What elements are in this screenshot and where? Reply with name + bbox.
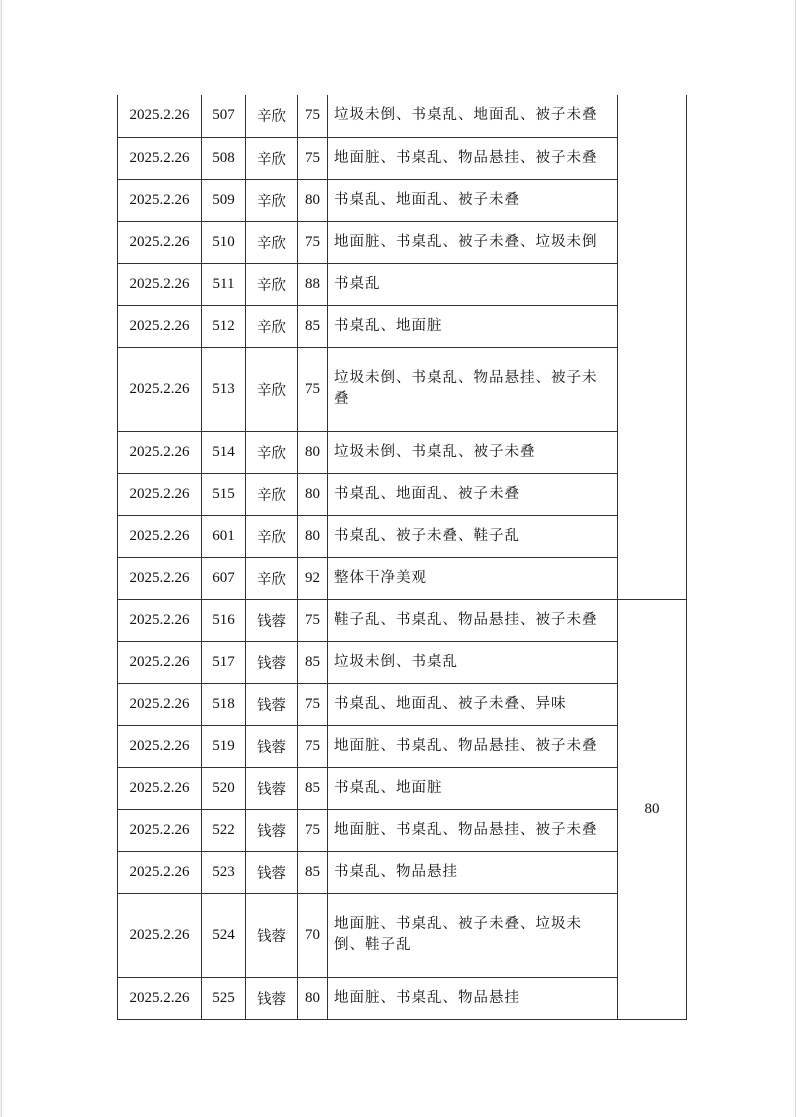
issues-cell: 书桌乱、地面脏 bbox=[328, 767, 618, 809]
table-body bbox=[118, 95, 687, 1019]
inspector-cell: 钱蓉 bbox=[246, 851, 298, 893]
date-cell: 2025.2.26 bbox=[118, 767, 202, 809]
issues-cell: 垃圾未倒、书桌乱、地面乱、被子未叠 bbox=[328, 95, 618, 137]
inspector-cell: 辛欣 bbox=[246, 179, 298, 221]
room-cell: 514 bbox=[202, 431, 246, 473]
score-cell: 80 bbox=[298, 179, 328, 221]
score-cell: 75 bbox=[298, 95, 328, 137]
score-cell: 80 bbox=[298, 431, 328, 473]
issues-cell: 地面脏、书桌乱、物品悬挂、被子未叠 bbox=[328, 137, 618, 179]
issues-cell: 书桌乱、地面脏 bbox=[328, 305, 618, 347]
table-row bbox=[118, 347, 687, 431]
table-row bbox=[118, 809, 687, 851]
inspector-cell: 辛欣 bbox=[246, 263, 298, 305]
date-cell: 2025.2.26 bbox=[118, 305, 202, 347]
room-cell: 513 bbox=[202, 347, 246, 431]
date-cell: 2025.2.26 bbox=[118, 95, 202, 137]
table-row bbox=[118, 641, 687, 683]
issues-cell: 垃圾未倒、书桌乱 bbox=[328, 641, 618, 683]
room-cell: 510 bbox=[202, 221, 246, 263]
issues-cell: 书桌乱 bbox=[328, 263, 618, 305]
table-row bbox=[118, 767, 687, 809]
date-cell: 2025.2.26 bbox=[118, 725, 202, 767]
inspector-cell: 钱蓉 bbox=[246, 809, 298, 851]
inspector-cell: 钱蓉 bbox=[246, 641, 298, 683]
score-cell: 75 bbox=[298, 137, 328, 179]
date-cell: 2025.2.26 bbox=[118, 347, 202, 431]
issues-cell: 地面脏、书桌乱、物品悬挂 bbox=[328, 977, 618, 1019]
room-cell: 524 bbox=[202, 893, 246, 977]
score-cell: 88 bbox=[298, 263, 328, 305]
date-cell: 2025.2.26 bbox=[118, 893, 202, 977]
issues-cell: 垃圾未倒、书桌乱、被子未叠 bbox=[328, 431, 618, 473]
room-cell: 512 bbox=[202, 305, 246, 347]
inspector-cell: 辛欣 bbox=[246, 473, 298, 515]
date-cell: 2025.2.26 bbox=[118, 515, 202, 557]
issues-cell: 地面脏、书桌乱、物品悬挂、被子未叠 bbox=[328, 725, 618, 767]
inspector-cell: 钱蓉 bbox=[246, 977, 298, 1019]
inspector-cell: 辛欣 bbox=[246, 431, 298, 473]
room-cell: 519 bbox=[202, 725, 246, 767]
date-cell: 2025.2.26 bbox=[118, 137, 202, 179]
score-cell: 85 bbox=[298, 851, 328, 893]
inspector-cell: 钱蓉 bbox=[246, 725, 298, 767]
date-cell: 2025.2.26 bbox=[118, 641, 202, 683]
score-cell: 75 bbox=[298, 809, 328, 851]
inspector-cell: 钱蓉 bbox=[246, 683, 298, 725]
score-cell: 85 bbox=[298, 641, 328, 683]
score-cell: 75 bbox=[298, 347, 328, 431]
score-cell: 85 bbox=[298, 767, 328, 809]
inspector-cell: 辛欣 bbox=[246, 305, 298, 347]
issues-cell: 鞋子乱、书桌乱、物品悬挂、被子未叠 bbox=[328, 599, 618, 641]
issues-cell: 书桌乱、地面乱、被子未叠、异味 bbox=[328, 683, 618, 725]
issues-cell: 地面脏、书桌乱、被子未叠、垃圾未倒 bbox=[328, 221, 618, 263]
date-cell: 2025.2.26 bbox=[118, 473, 202, 515]
room-cell: 516 bbox=[202, 599, 246, 641]
score-cell: 80 bbox=[298, 473, 328, 515]
room-cell: 523 bbox=[202, 851, 246, 893]
inspector-cell: 钱蓉 bbox=[246, 599, 298, 641]
issues-cell: 整体干净美观 bbox=[328, 557, 618, 599]
table-row bbox=[118, 305, 687, 347]
score-cell: 80 bbox=[298, 977, 328, 1019]
room-cell: 607 bbox=[202, 557, 246, 599]
room-cell: 507 bbox=[202, 95, 246, 137]
room-cell: 508 bbox=[202, 137, 246, 179]
room-cell: 518 bbox=[202, 683, 246, 725]
table-row bbox=[118, 977, 687, 1019]
room-cell: 511 bbox=[202, 263, 246, 305]
score-cell: 70 bbox=[298, 893, 328, 977]
date-cell: 2025.2.26 bbox=[118, 431, 202, 473]
issues-cell: 垃圾未倒、书桌乱、物品悬挂、被子未叠 bbox=[328, 347, 618, 431]
inspector-cell: 辛欣 bbox=[246, 137, 298, 179]
room-cell: 601 bbox=[202, 515, 246, 557]
room-cell: 520 bbox=[202, 767, 246, 809]
date-cell: 2025.2.26 bbox=[118, 179, 202, 221]
inspector-cell: 辛欣 bbox=[246, 347, 298, 431]
date-cell: 2025.2.26 bbox=[118, 221, 202, 263]
dorm-inspection-table bbox=[117, 95, 687, 1020]
table-row bbox=[118, 557, 687, 599]
table-row bbox=[118, 683, 687, 725]
inspector-cell: 辛欣 bbox=[246, 515, 298, 557]
issues-cell: 书桌乱、物品悬挂 bbox=[328, 851, 618, 893]
score-cell: 92 bbox=[298, 557, 328, 599]
room-cell: 515 bbox=[202, 473, 246, 515]
inspector-cell: 辛欣 bbox=[246, 95, 298, 137]
issues-cell: 地面脏、书桌乱、物品悬挂、被子未叠 bbox=[328, 809, 618, 851]
table-row bbox=[118, 851, 687, 893]
score-cell: 75 bbox=[298, 599, 328, 641]
room-cell: 509 bbox=[202, 179, 246, 221]
table-row bbox=[118, 473, 687, 515]
score-cell: 75 bbox=[298, 725, 328, 767]
issues-cell: 书桌乱、被子未叠、鞋子乱 bbox=[328, 515, 618, 557]
table-row bbox=[118, 515, 687, 557]
table-row bbox=[118, 893, 687, 977]
table-row bbox=[118, 599, 687, 641]
score-cell: 85 bbox=[298, 305, 328, 347]
table-row bbox=[118, 95, 687, 137]
inspector-cell: 辛欣 bbox=[246, 557, 298, 599]
inspector-cell: 钱蓉 bbox=[246, 767, 298, 809]
issues-cell: 书桌乱、地面乱、被子未叠 bbox=[328, 473, 618, 515]
date-cell: 2025.2.26 bbox=[118, 557, 202, 599]
issues-cell: 地面脏、书桌乱、被子未叠、垃圾未倒、鞋子乱 bbox=[328, 893, 618, 977]
room-cell: 522 bbox=[202, 809, 246, 851]
room-cell: 525 bbox=[202, 977, 246, 1019]
room-cell: 517 bbox=[202, 641, 246, 683]
date-cell: 2025.2.26 bbox=[118, 977, 202, 1019]
date-cell: 2025.2.26 bbox=[118, 683, 202, 725]
inspector-cell: 钱蓉 bbox=[246, 893, 298, 977]
table-row bbox=[118, 137, 687, 179]
average-cell-qianrong: 80 bbox=[618, 599, 687, 1019]
table-row bbox=[118, 725, 687, 767]
table-row bbox=[118, 431, 687, 473]
score-cell: 75 bbox=[298, 221, 328, 263]
date-cell: 2025.2.26 bbox=[118, 599, 202, 641]
document-page bbox=[1, 0, 796, 1117]
table-row bbox=[118, 221, 687, 263]
inspector-cell: 辛欣 bbox=[246, 221, 298, 263]
score-cell: 75 bbox=[298, 683, 328, 725]
average-cell-xinxin bbox=[618, 95, 687, 599]
date-cell: 2025.2.26 bbox=[118, 851, 202, 893]
issues-cell: 书桌乱、地面乱、被子未叠 bbox=[328, 179, 618, 221]
table-row bbox=[118, 263, 687, 305]
table-row bbox=[118, 179, 687, 221]
date-cell: 2025.2.26 bbox=[118, 809, 202, 851]
score-cell: 80 bbox=[298, 515, 328, 557]
date-cell: 2025.2.26 bbox=[118, 263, 202, 305]
